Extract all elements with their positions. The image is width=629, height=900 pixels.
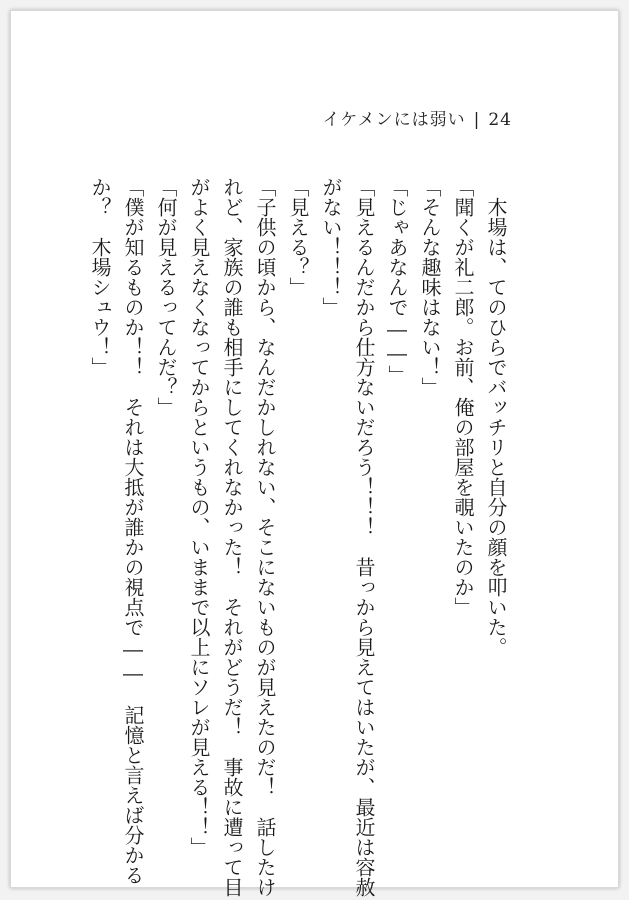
text-line: 「見えるんだから仕方ないだろう！！！ 昔っから見えてはいたが、最近は容赦 [352,177,376,897]
book-page [10,10,619,897]
page-number: 24 [488,110,512,130]
text-line: か？ 木場シュウ！」 [88,177,112,377]
chapter-title: イケメンには弱い [322,110,466,130]
text-line: 「見える？」 [286,177,310,297]
text-line: 「何が見えるってんだ？」 [154,177,178,417]
header-separator: | [473,110,481,130]
vertical-body-text [83,177,512,897]
text-line: がよく見えなくなってからというもの、いままで以上にソレが見える！！」 [187,177,211,857]
text-line: 「子供の頃から、なんだかしれない、そこにないものが見えたのだ！ 話したけ [253,177,277,897]
text-line: 木場は、てのひらでバッチリと自分の顔を叩いた。 [484,177,508,657]
text-line: 「僕が知るものか！！ それは大抵が誰かの視点で―― 記憶と言えば分かる [121,177,145,885]
text-line: がない！！！」 [319,177,343,317]
text-line: 「聞くが礼二郎。お前、俺の部屋を覗いたのか」 [451,177,475,617]
page-header [323,105,512,130]
text-line: れど、家族の誰も相手にしてくれなかった！ それがどうだ！ 事故に遭って目 [220,177,244,897]
text-line: 「じゃあなんで――」 [385,177,409,385]
text-line: 「そんな趣味はない！」 [418,177,442,397]
